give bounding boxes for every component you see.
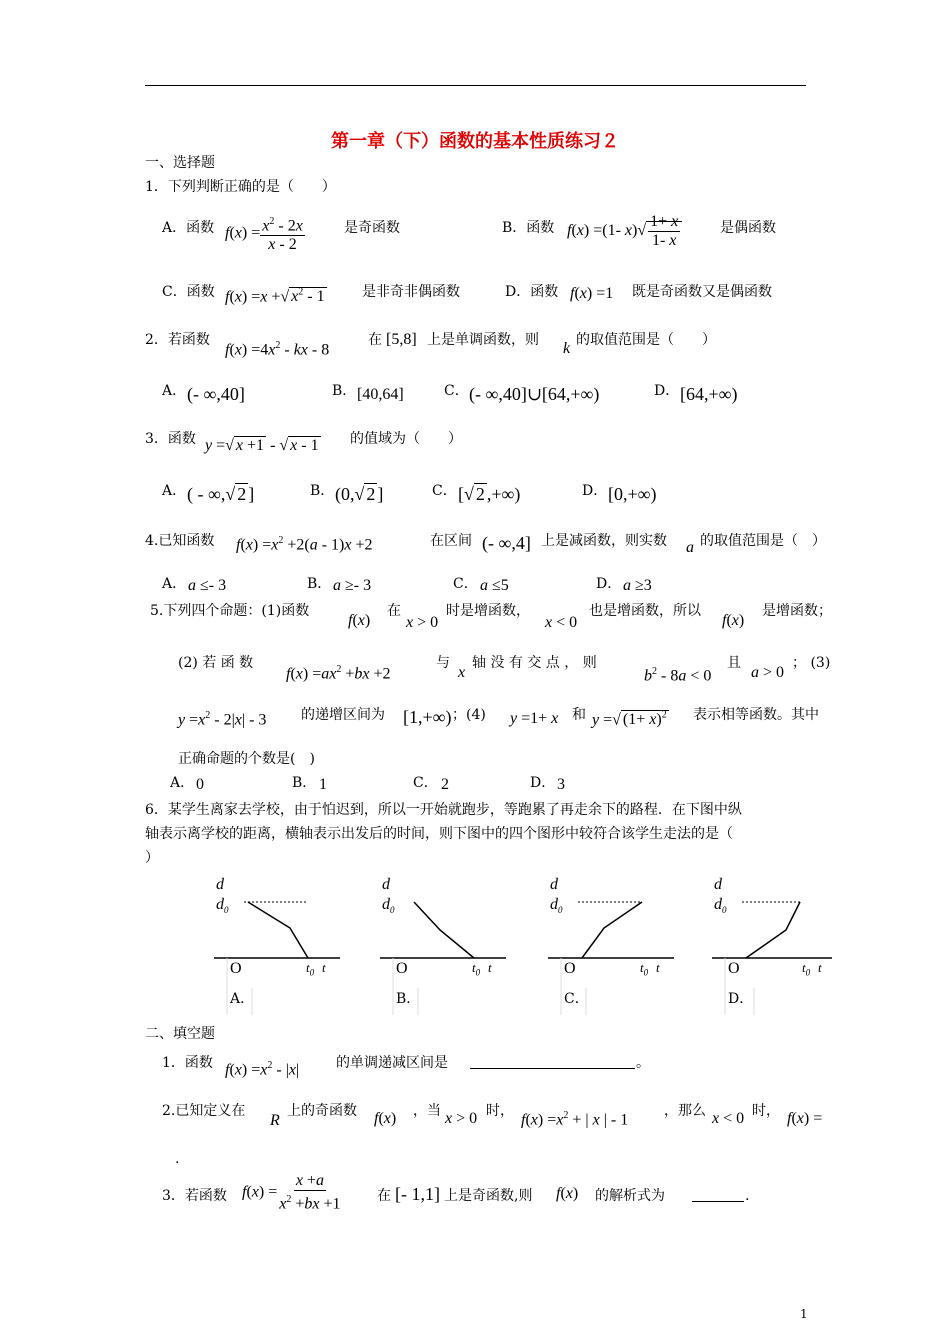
q5-x-axis: x [458,664,466,681]
q5-line2-c: 轴 没 有 交 点 ， 则 [472,655,597,671]
f3-d: 的解析式为 [595,1188,665,1204]
q5-fx-2: f(x) [722,612,745,629]
f2-f: 时， [752,1103,780,1119]
f3-a: 3．若函数 [162,1188,227,1204]
q5-line1-a: 5.下列四个命题：(1)函数 [150,603,310,619]
q3-option-b-label: B． [310,483,335,499]
q2-option-c-label: C． [444,383,469,399]
graph-c-origin: O [564,960,576,977]
section-heading-choice: 一、选择题 [145,155,215,171]
graph-a-curve [248,902,308,958]
q4-stem-c: 上是减函数，则实数 [541,533,667,549]
graph-b-label: B． [396,991,421,1007]
q5-line2-d: 且 [727,655,741,671]
q1-option-a-formula: f(x) = $\frac{x^2 - 2x}{x - 2}$ [225,213,305,254]
q4-option-d: a ≥3 [623,577,652,594]
q5-line2-e: ； (3) [792,655,831,671]
q5-option-b: 1 [319,776,327,793]
f1-function: $f(x) =x^2 - |x|$ [225,1060,300,1079]
q5-line1-b: 在 [387,603,401,619]
q5-line3-d: 表示相等函数。其中 [693,707,819,723]
q1-option-b-label: B．函数 [502,220,555,236]
section-heading-fill: 二、填空题 [145,1026,215,1042]
q5-y1: y =1+ x [510,710,559,727]
q5-fx-1: f(x) [348,612,371,629]
graph-c-t0: $t_0$ [640,960,649,978]
q2-stem-b: 在 [368,332,382,348]
q4-stem-a: 4.已知函数 [145,533,215,549]
q1-option-a-tail: 是奇函数 [344,220,400,236]
f2-x-lt-0: x < 0 [712,1110,745,1127]
q5-option-a-label: A． [170,775,195,791]
f2-b: 上的奇函数 [287,1103,357,1119]
q1-option-c-tail: 是非奇非偶函数 [362,284,460,300]
q5-line1-c: 时是增函数， [446,603,530,619]
q3-option-d-label: D． [582,483,608,499]
q4-function: $f(x) =x^2 +2(a - 1)x +2$ [236,535,373,554]
graph-a-t0: $t_0$ [306,960,315,978]
graph-b [378,870,528,1018]
q5-y2: y =√ $(1+ x)^2$ [592,710,667,729]
q4-stem-b: 在区间 [430,533,472,549]
graph-c [546,870,696,1018]
q3-option-c-label: C． [432,483,457,499]
graph-d-t: t [818,960,822,975]
q5-line3-b: ；(4) [452,707,486,723]
q2-interval: [5,8] [386,331,417,348]
q5-discriminant: $b^2 - 8a < 0$ [644,666,712,685]
q1-option-d-formula: f(x) =1 [570,285,614,302]
graph-a-d-label: d [216,876,224,893]
f2-x-gt-0: x > 0 [445,1110,478,1127]
f2-definition: $f(x) =x^2$ + | x | - 1 [521,1110,629,1129]
q5-interval: [1,+∞) [403,707,452,727]
q4-stem-d: 的取值范围是（ ） [700,533,826,549]
q5-x-gt-0: x > 0 [406,614,439,631]
q2-function: $f(x) =4x^2$ - kx - 8 [225,340,330,359]
graph-a-origin: O [230,960,242,977]
graph-c-label: C． [564,991,589,1007]
page-title: 第一章（下）函数的基本性质练习２ [331,131,619,152]
f1-answer-blank[interactable] [470,1068,635,1069]
q1-option-b-tail: 是偶函数 [720,220,776,236]
q4-option-c-label: C． [453,576,478,592]
q2-stem-d: 的取值范围是（ ） [576,332,716,348]
q1-stem: 1．下列判断正确的是（ ） [145,179,336,195]
q6-line3: ） [145,850,159,866]
q6-graphs [212,870,852,1018]
graph-b-origin: O [396,960,408,977]
q5-option-a: 0 [196,776,204,793]
f2-fx: f(x) [374,1110,397,1127]
q5-line2-b: 与 [436,655,450,671]
graph-a [212,870,362,1018]
q3-stem-a: 3．函数 [145,431,196,447]
f1-b: 的单调递减区间是 [336,1055,448,1071]
q2-option-a-label: A． [162,383,187,399]
q3-stem-b: 的值域为（ ） [350,431,462,447]
q5-line4: 正确命题的个数是( ) [178,751,315,767]
f1-c: 。 [636,1055,650,1071]
q1-option-c-formula: f(x) =x +√ $x^2 - 1$ [225,287,325,306]
f3-e: . [745,1188,750,1204]
q4-option-a: a ≤- 3 [188,577,227,594]
q5-x-lt-0: x < 0 [545,614,578,631]
q4-option-c: a ≤5 [480,577,509,594]
f1-a: 1．函数 [162,1055,213,1071]
q5-option-d-label: D． [530,775,556,791]
q2-stem-c: 上是单调函数，则 [427,332,539,348]
f3-c: 上是奇函数,则 [444,1188,533,1204]
f3-b: 在 [377,1188,391,1204]
graph-c-t: t [656,960,660,975]
graph-b-curve [414,902,474,958]
graph-d-curve [746,902,800,958]
q3-option-b: (0,√ 2 ] [335,484,384,504]
q2-option-b: [40,64] [357,386,404,403]
q1-option-d-tail: 既是奇函数又是偶函数 [632,284,772,300]
q5-abs-func: $y =x^2 - 2|x| - 3$ [178,710,267,729]
q2-option-b-label: B． [332,383,357,399]
f2-d: 时， [486,1103,514,1119]
q1-option-c-label: C．函数 [162,284,215,300]
q1-option-b-formula: f(x) =(1- x)√ $\frac{1+ x}{1- x}$ [567,213,682,250]
q5-quadratic: $f(x) =ax^2 +bx +2$ [286,664,391,683]
q3-function: y =√ x +1 - √ x - 1 [205,437,319,454]
q1-option-a-label: A．函数 [162,220,215,236]
q2-option-c: (- ∞,40]∪[64,+∞) [469,384,600,404]
q5-a-gt-0: a > 0 [751,664,785,681]
q1-option-d-label: D．函数 [505,284,559,300]
graph-b-t0: $t_0$ [472,960,481,978]
f2-a: 2.已知定义在 [162,1103,246,1119]
q5-line2-a: (2) 若 函 数 [178,655,254,671]
q2-stem-a: 2．若函数 [145,332,210,348]
f2-g: . [175,1151,180,1167]
f2-fx-answer: f(x) = [787,1110,823,1127]
graph-d-label: D． [728,991,754,1007]
f3-fx: f(x) [556,1185,579,1202]
q5-option-b-label: B． [292,775,317,791]
q3-option-c: [√ 2 ,+∞) [458,484,521,504]
q4-interval: (- ∞,4] [482,533,531,553]
q3-option-d: [0,+∞) [608,484,657,504]
header-rule [145,85,806,86]
q6-line1: 6．某学生离家去学校，由于怕迟到，所以一开始就跑步，等跑累了再走余下的路程．在下图中纵 [145,802,742,818]
q3-option-a-label: A． [162,483,187,499]
q2-option-d: [64,+∞) [680,384,738,404]
graph-b-d-label: d [382,876,390,893]
f3-answer-blank[interactable] [692,1201,744,1202]
q5-option-c: 2 [441,776,449,793]
graph-c-d0-label: $d_0$ [550,896,563,916]
graph-b-d0-label: $d_0$ [382,896,395,916]
graph-d-d0-label: $d_0$ [714,896,727,916]
q4-a: a [686,539,694,556]
q3-option-a: ( - ∞,√ 2 ] [187,484,255,504]
graph-b-t: t [488,960,492,975]
q5-line3-c: 和 [572,707,586,723]
q2-option-a: (- ∞,40] [187,384,245,404]
q5-option-d: 3 [557,776,565,793]
f2-R: R [270,1112,280,1129]
graph-c-d-label: d [550,876,558,893]
q6-line2: 轴表示离学校的距离，横轴表示出发后的时间，则下图中的四个图形中较符合该学生走法的是（ [145,826,733,842]
q2-k: k [563,340,571,357]
graph-c-curve [582,902,642,958]
q5-line1-e: 是增函数； [762,603,832,619]
f2-c: ，当 [413,1103,441,1119]
graph-d-origin: O [728,960,740,977]
graph-a-d0-label: $d_0$ [216,896,229,916]
graph-d-t0: $t_0$ [802,960,811,978]
f2-e: ，那么 [664,1103,706,1119]
q4-option-a-label: A． [162,576,187,592]
q4-option-d-label: D． [596,576,622,592]
f3-function: f(x) = $\frac{x +a}{x^2 +bx +1}$ [242,1172,341,1213]
page-number: 1 [800,1307,808,1321]
graph-d-d-label: d [714,876,722,893]
q4-option-b-label: B． [307,576,332,592]
q5-option-c-label: C． [413,775,438,791]
graph-d [710,870,860,1018]
graph-a-label: A． [230,991,255,1007]
q4-option-b: a ≥- 3 [333,577,372,594]
q5-line3-a: 的递增区间为 [301,707,385,723]
graph-a-t: t [322,960,326,975]
f3-interval: [- 1,1] [395,1184,440,1204]
q5-line1-d: 也是增函数，所以 [589,603,701,619]
q2-option-d-label: D． [654,383,680,399]
